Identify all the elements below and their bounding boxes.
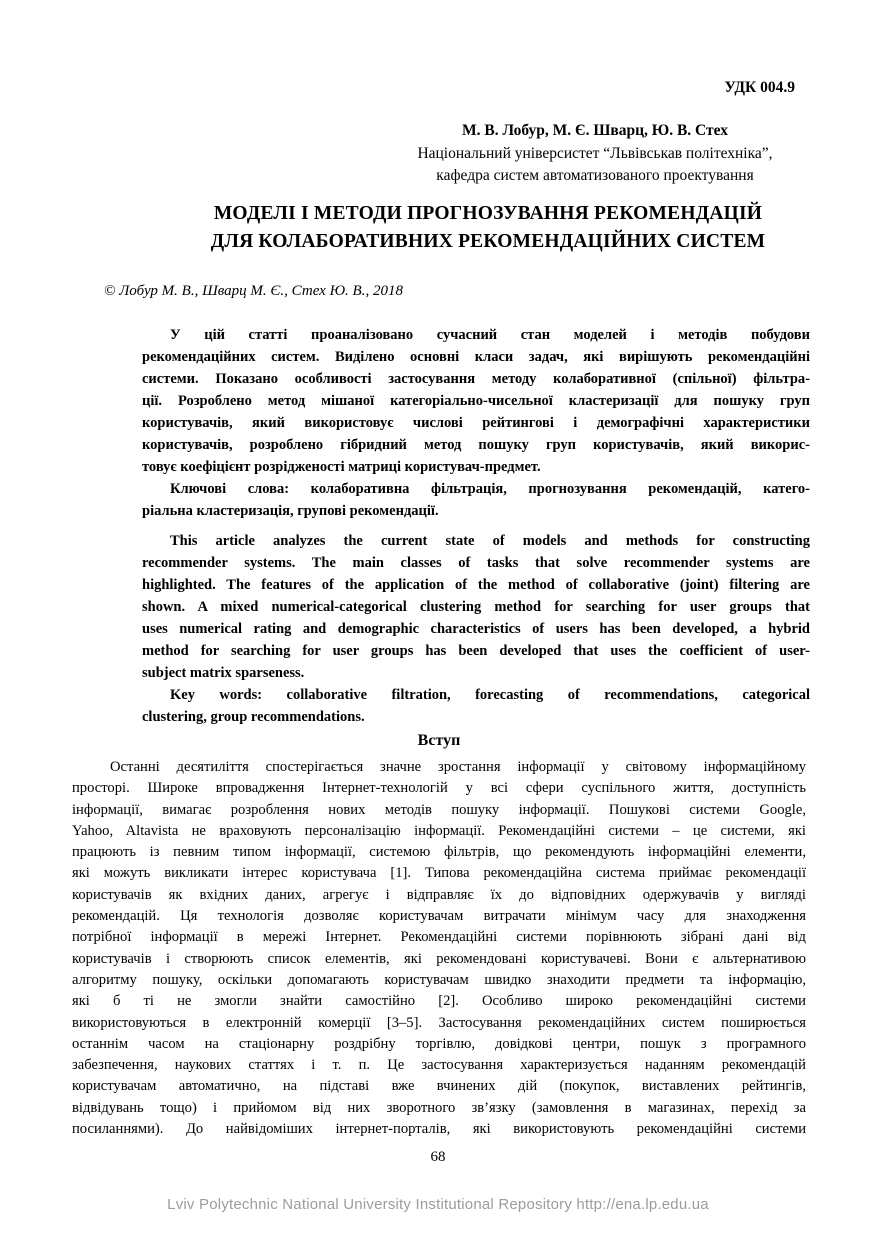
text-line: рекомендаційних систем. Виділено основні класи задач, які вирішують рекомендаційні — [142, 349, 810, 365]
text-line: працюють із певним типом інформації, системою фільтрів, що рекомендують інформаційні елементи, — [72, 844, 806, 861]
section-heading-intro: Вступ — [417, 732, 461, 749]
text-line: які можуть викликати інтерес користувача [1]. Типова рекомендаційна система приймає рекомендації — [72, 865, 806, 882]
text-line: використовуються в електронній комерції [3–5]. Застосування рекомендаційних систем поширюється — [72, 1014, 806, 1031]
text-line: користувачів, розроблено гібридний метод пошуку груп користувачів, який викорис- — [142, 437, 810, 453]
text-line: Yahoo, Altavista не враховують персоналізацію інформації. Рекомендаційні системи – це системи, які — [72, 822, 806, 839]
keywords-ukrainian — [142, 478, 810, 522]
text-line: clustering, group recommendations. — [142, 709, 365, 725]
text-line: відвідувань тощо) і прийомом від них зворотного зв’язку (замовлення в магазинах, перехід за — [72, 1099, 806, 1116]
text-line: У цій статті проаналізовано сучасний стан моделей і методів побудови — [170, 327, 810, 343]
text-line: посиланнями). До найвідоміших інтернет-порталів, які використовують рекомендаційні системи — [72, 1121, 806, 1138]
abstract-ukrainian-text — [142, 324, 810, 478]
repository-footer: Lviv Polytechnic National University Institutional Repository http://ena.lp.edu.ua — [167, 1196, 709, 1213]
text-line: рекомендацій. Ця технологія дозволяє користувачам витрачати мінімум часу для знаходження — [72, 908, 806, 925]
text-line: кафедра систем автоматизованого проектування — [436, 167, 754, 184]
text-line: алгоритму пошуку, оскільки допомагають користувачам швидко знаходити предмети та інформацію, — [72, 971, 806, 988]
intro-paragraph — [72, 757, 806, 1140]
abstract-english — [142, 530, 810, 728]
text-line: інформації, вимагає розроблення нових методів пошуку інформації. Пошукові системи Google, — [72, 801, 806, 818]
text-line: uses numerical rating and demographic characteristics of users has been developed, a hybrid — [142, 621, 810, 637]
text-line: користувачів, який використовує числові рейтингові і демографічні характеристики — [142, 415, 810, 431]
text-line: recommender systems. The main classes of tasks that solve recommender systems are — [142, 555, 810, 571]
keywords-english — [142, 684, 810, 728]
affiliation-lines — [380, 143, 810, 188]
text-line: Національний універсистет “Львівськав політехніка”, — [417, 144, 773, 162]
text-line: забезпечення, наукових статтях і т. п. Це застосування характеризується наданням рекомендацій — [72, 1057, 806, 1074]
text-line: subject matrix sparseness. — [142, 665, 305, 681]
text-line: МОДЕЛІ І МЕТОДИ ПРОГНОЗУВАННЯ РЕКОМЕНДАЦІЙ — [213, 203, 763, 224]
text-line: This article analyzes the current state of models and methods for constructing — [170, 533, 810, 549]
text-line: користувачів і створюють список елементів, які рекомендовані користувачеві. Вони є альтернативою — [72, 950, 806, 967]
abstract-english-text — [142, 530, 810, 684]
text-line: Останні десятиліття спостерігається значне зростання інформації у світовому інформаційному — [110, 759, 806, 775]
text-line: ріальна кластеризація, групові рекомендації. — [142, 503, 439, 519]
text-line: просторі. Широке впровадження Інтернет-технологій у всі сфери суспільного життя, доступність — [72, 780, 806, 797]
authors-block — [380, 120, 810, 188]
text-line: Key words: collaborative filtration, forecasting of recommendations, categorical — [170, 687, 810, 703]
text-line: Ключові слова: колаборативна фільтрація, прогнозування рекомендацій, катего- — [170, 481, 810, 497]
text-line: highlighted. The features of the application of the method of collaborative (joint) filtering are — [142, 577, 810, 593]
copyright-line: © Лобур М. В., Шварц М. Є., Стех Ю. В., 2018 — [104, 283, 403, 299]
udc-classification-label: УДК 004.9 — [724, 79, 795, 96]
text-line: системи. Показано особливості застосування методу колаборативної (спільної) фільтра- — [142, 371, 810, 387]
text-line: method for searching for user groups has been developed that uses the coefficient of user- — [142, 643, 810, 659]
text-line: ДЛЯ КОЛАБОРАТИВНИХ РЕКОМЕНДАЦІЙНИХ СИСТЕМ — [210, 230, 766, 252]
text-line: потрібної інформації в мережі Інтернет. Рекомендаційні системи порівнюють зібрані дані від — [72, 929, 806, 946]
text-line: останнім часом на стаціонарну роздрібну торгівлю, довідкові центри, пошук з програмного — [72, 1035, 806, 1052]
text-line: які б ті не змогли знайти самостійно [2]. Особливо широко рекомендаційні системи — [72, 993, 806, 1010]
text-line: ції. Розроблено метод мішаної категоріально-чисельної кластеризації для пошуку груп — [142, 393, 810, 409]
text-line: товує коефіцієнт розрідженості матриці користувач-предмет. — [142, 459, 541, 475]
page-number: 68 — [430, 1149, 446, 1165]
authors-line: М. В. Лобур, М. Є. Шварц, Ю. В. Стех — [462, 122, 728, 139]
text-line: користувачів як вхідних даних, агрегує і відправляє їх до відповідних одержувачів у вигляді — [72, 886, 806, 903]
text-line: shown. A mixed numerical-categorical clustering method for searching for user groups that — [142, 599, 810, 615]
text-line: користувачам автоматично, на підставі вже вчинених дій (покупок, виставлених рейтингів, — [72, 1078, 806, 1095]
article-title — [163, 200, 813, 255]
abstract-ukrainian — [142, 324, 810, 522]
